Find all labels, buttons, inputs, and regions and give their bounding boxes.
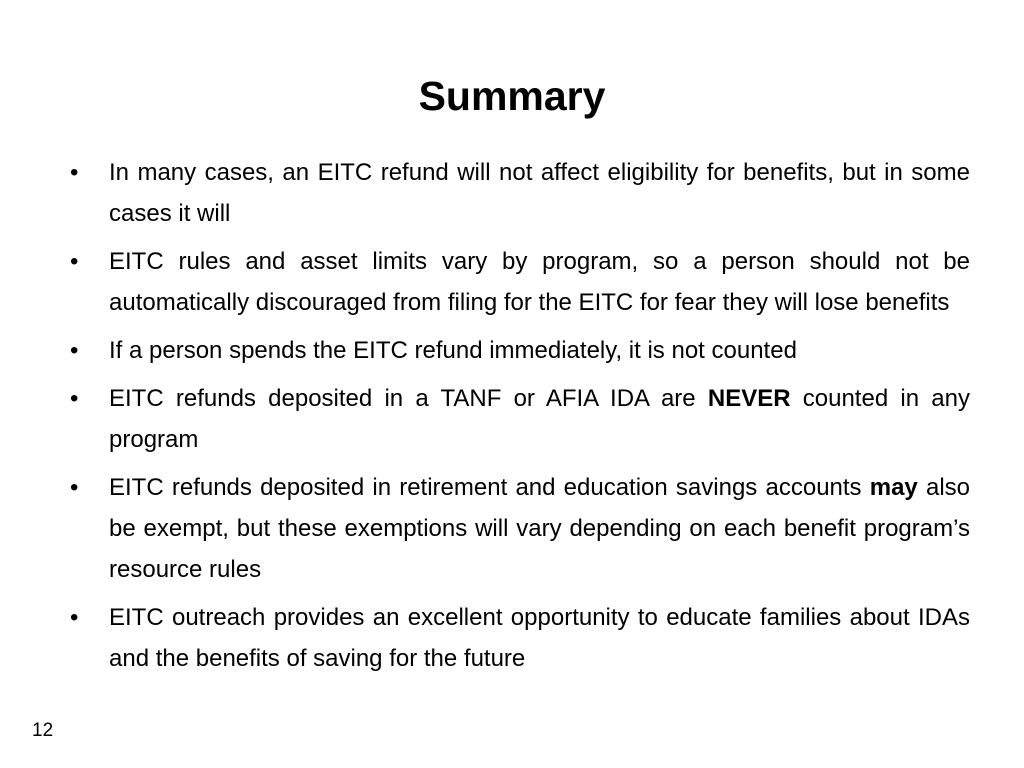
slide-title: Summary <box>418 73 606 119</box>
bullet-dot: • <box>70 248 79 275</box>
bullet-item <box>70 597 970 679</box>
bullet-item <box>70 378 970 460</box>
bullet-dot: • <box>70 474 79 501</box>
bullet-item <box>70 241 970 323</box>
bullet-text: EITC rules and asset limits vary by program, so a person should not be automatically discouraged from filing for the EITC for fear they will lose benefits <box>109 248 970 316</box>
bullet-list <box>70 152 970 686</box>
bullet-item <box>70 467 970 590</box>
bullet-text: EITC outreach provides an excellent opportunity to educate families about IDAs and the benefits of saving for the future <box>109 604 970 672</box>
bullet-emphasis: NEVER <box>707 385 791 412</box>
bullet-dot: • <box>70 337 79 364</box>
bullet-dot: • <box>70 159 79 186</box>
bullet-text-before: EITC refunds deposited in retirement and education savings accounts <box>109 474 870 501</box>
bullet-item <box>70 330 970 371</box>
bullet-text: If a person spends the EITC refund immediately, it is not counted <box>109 337 797 364</box>
page-number: 12 <box>32 720 54 741</box>
bullet-text: In many cases, an EITC refund will not affect eligibility for benefits, but in some cases it will <box>109 159 970 227</box>
bullet-dot: • <box>70 385 79 412</box>
bullet-item <box>70 152 970 234</box>
bullet-text-after: counted in any program <box>109 385 970 453</box>
bullet-text-after: also be exempt, but these exemptions will vary depending on each benefit program’s resource rules <box>109 474 970 583</box>
bullet-text-before: EITC refunds deposited in a TANF or AFIA IDA are <box>109 385 708 412</box>
bullet-dot: • <box>70 604 79 631</box>
bullet-emphasis: may <box>869 474 918 501</box>
